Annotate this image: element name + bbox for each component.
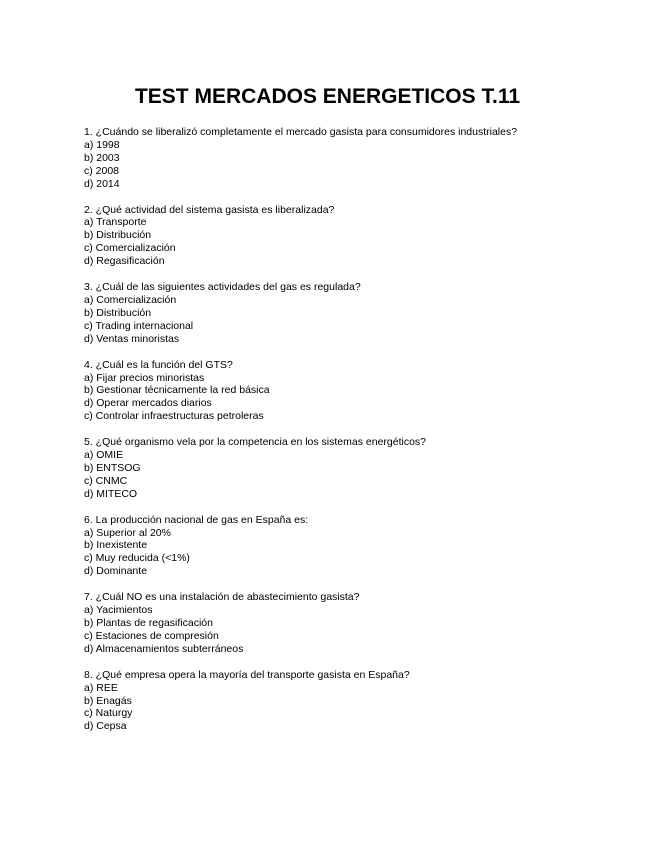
question-block	[84, 591, 624, 656]
answer-option: a) REE	[84, 681, 118, 694]
answer-option: a) OMIE	[84, 449, 124, 462]
answer-option: c) Comercialización	[84, 242, 176, 255]
question-text: 6. La producción nacional de gas en España es:	[84, 513, 309, 526]
answer-option: c) Trading internacional	[84, 319, 194, 332]
answer-option: a) Comercialización	[84, 293, 177, 306]
question-block	[84, 359, 624, 424]
question-block	[84, 126, 624, 191]
question-text: 1. ¿Cuándo se liberalizó completamente el mercado gasista para consumidores industriales?	[84, 126, 518, 138]
question-block	[84, 514, 624, 579]
answer-option: b) Inexistente	[84, 539, 148, 552]
question-block	[84, 436, 624, 501]
answer-option: c) Controlar infraestructuras petroleras	[84, 410, 264, 423]
answer-option: b) Distribución	[84, 306, 152, 319]
answer-option: a) Transporte	[84, 216, 147, 229]
answer-option: d) Operar mercados diarios	[84, 397, 212, 410]
answer-option: b) 2003	[84, 151, 120, 164]
question-text: 4. ¿Cuál es la función del GTS?	[84, 358, 233, 371]
question-text: 2. ¿Qué actividad del sistema gasista es liberalizada?	[84, 203, 335, 216]
answer-option: d) MITECO	[84, 487, 138, 500]
question-block	[84, 669, 624, 734]
answer-option: a) Fijar precios minoristas	[84, 371, 205, 384]
answer-option: b) Distribución	[84, 229, 152, 242]
answer-option: a) Superior al 20%	[84, 526, 171, 539]
answer-option: d) Dominante	[84, 565, 148, 578]
question-block	[84, 204, 624, 269]
answer-option: b) Gestionar técnicamente la red básica	[84, 384, 270, 397]
question-text: 3. ¿Cuál de las siguientes actividades del gas es regulada?	[84, 281, 361, 294]
answer-option: d) Regasificación	[84, 255, 165, 268]
answer-option: c) Naturgy	[84, 707, 133, 720]
answer-option: c) Muy reducida (<1%)	[84, 552, 190, 565]
answer-option: c) Estaciones de compresión	[84, 629, 219, 642]
question-text: 5. ¿Qué organismo vela por la competencia en los sistemas energéticos?	[84, 436, 427, 449]
answer-option: b) Plantas de regasificación	[84, 617, 213, 629]
question-block	[84, 281, 624, 346]
answer-option: c) 2008	[84, 164, 120, 177]
answer-option: d) Cepsa	[84, 720, 127, 733]
question-list	[84, 126, 624, 746]
document-title: TEST MERCADOS ENERGETICOS T.11	[134, 85, 521, 108]
answer-option: d) Almacenamientos subterráneos	[84, 642, 244, 655]
question-text: 7. ¿Cuál NO es una instalación de abastecimiento gasista?	[84, 591, 360, 604]
answer-option: d) 2014	[84, 177, 120, 190]
answer-option: d) Ventas minoristas	[84, 332, 180, 345]
answer-option: b) Enagás	[84, 694, 132, 707]
question-text: 8. ¿Qué empresa opera la mayoría del transporte gasista en España?	[84, 668, 410, 681]
answer-option: c) CNMC	[84, 474, 128, 487]
answer-option: a) 1998	[84, 138, 120, 151]
answer-option: a) Yacimientos	[84, 604, 153, 617]
answer-option: b) ENTSOG	[84, 461, 141, 474]
